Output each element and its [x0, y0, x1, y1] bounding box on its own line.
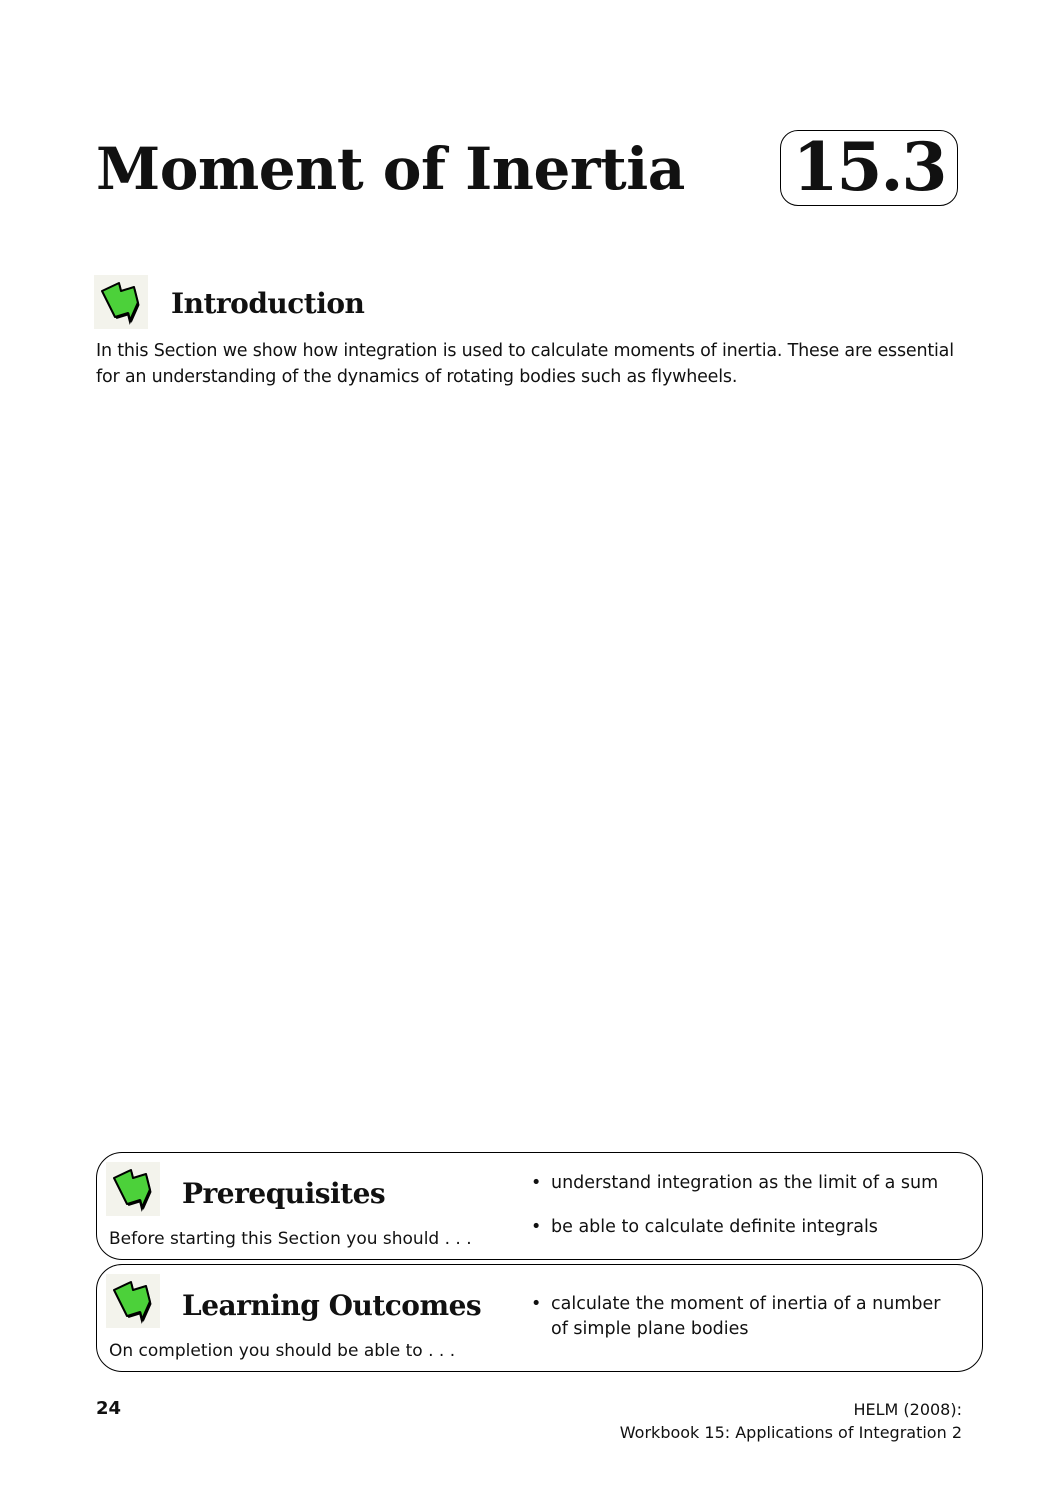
learning-outcomes-list: [531, 1292, 951, 1342]
introduction-text: In this Section we show how integration is used to calculate moments of inertia. These are essential for an understanding of the dynamics of rotating bodies such as flywheels.: [96, 341, 954, 387]
prerequisites-heading: Prerequisites: [182, 1177, 386, 1210]
section-number: 15.3: [792, 128, 946, 206]
footer-source-line2: Workbook 15: Applications of Integration 2: [619, 1423, 962, 1442]
green-arrow-icon: [94, 275, 148, 329]
prerequisites-list: [531, 1171, 961, 1240]
list-item: • calculate the moment of inertia of a number of simple plane bodies: [531, 1292, 951, 1342]
page-title: Moment of Inertia: [96, 135, 685, 203]
footer-source: [620, 1398, 962, 1444]
green-arrow-icon: [106, 1274, 160, 1328]
learning-outcomes-subtext: On completion you should be able to . . .: [109, 1341, 456, 1361]
prerequisites-subtext: Before starting this Section you should . . .: [109, 1229, 472, 1249]
learning-outcomes-heading: Learning Outcomes: [182, 1289, 482, 1322]
list-item: • be able to calculate definite integrals: [531, 1215, 961, 1240]
green-arrow-icon: [106, 1162, 160, 1216]
list-item: • understand integration as the limit of a sum: [531, 1171, 961, 1196]
page-number: 24: [96, 1398, 122, 1419]
introduction-heading: Introduction: [171, 287, 365, 320]
footer-source-line1: HELM (2008):: [853, 1400, 962, 1419]
